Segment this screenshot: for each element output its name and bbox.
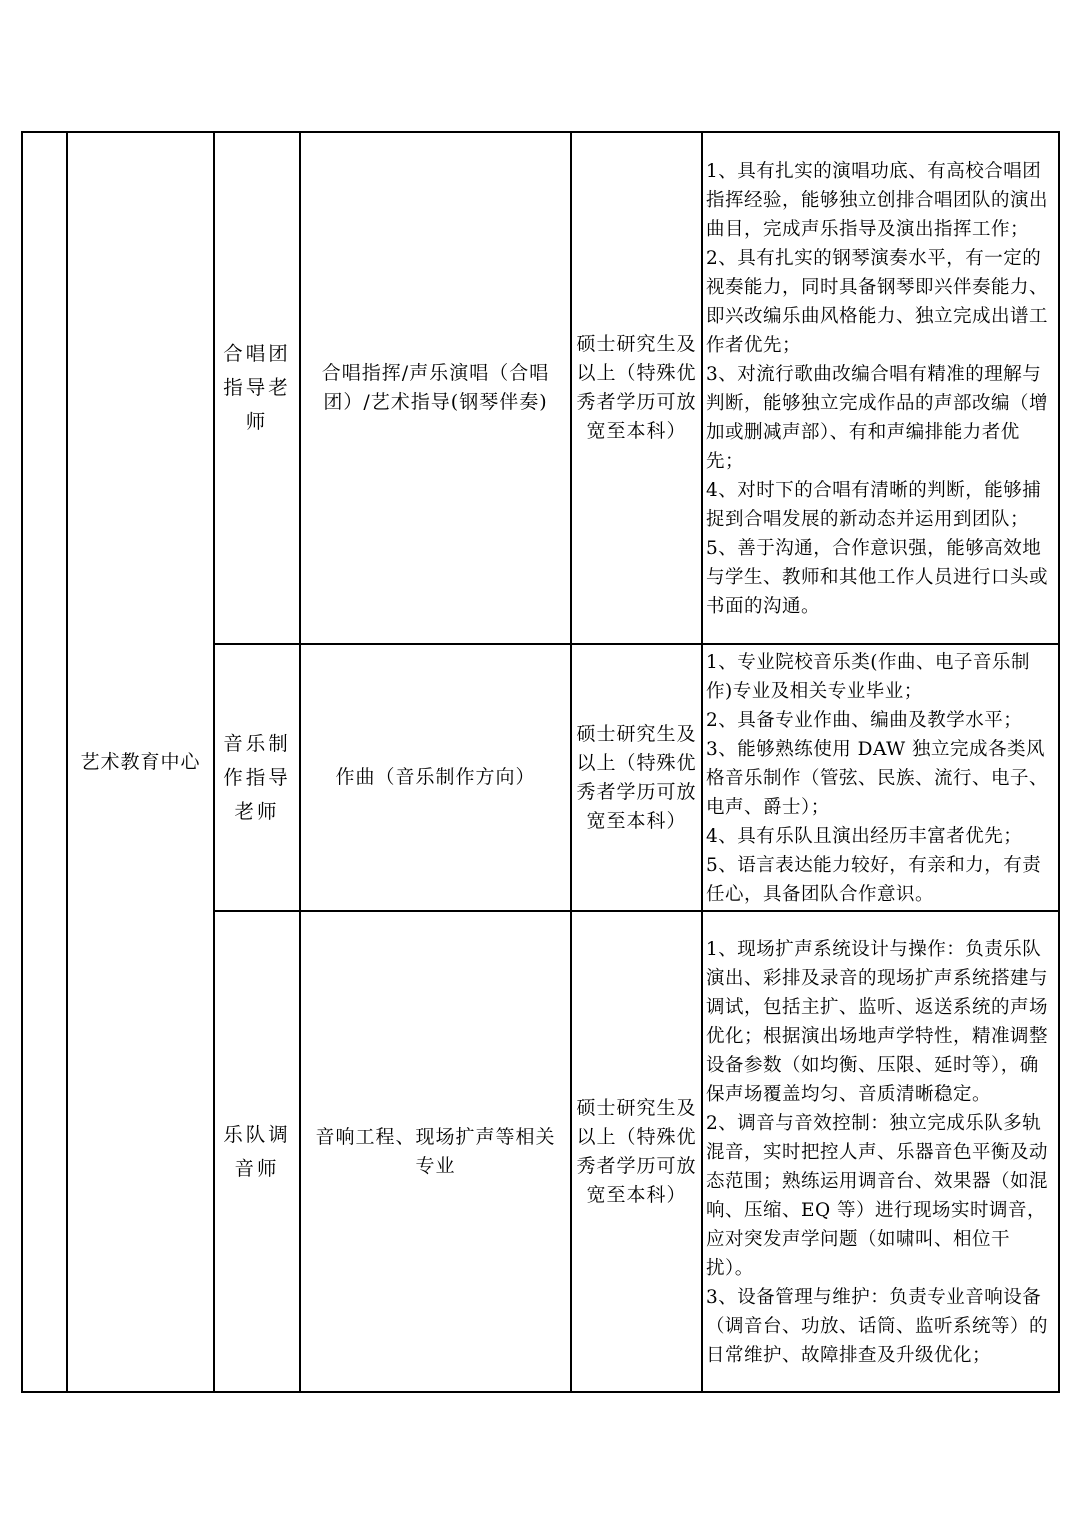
major-text: 作曲（音乐制作方向） (335, 766, 536, 788)
major-text: 合唱指挥/声乐演唱（合唱团）/艺术指导(钢琴伴奏) (321, 362, 550, 413)
position-cell (214, 132, 300, 644)
position-cell (214, 644, 300, 911)
education-cell (571, 644, 702, 911)
major-cell (300, 132, 571, 644)
requirement-item: 4、对时下的合唱有清晰的判断，能够捕捉到合唱发展的新动态并运用到团队； (706, 480, 1042, 530)
major-text: 音响工程、现场扩声等相关专业 (315, 1125, 556, 1177)
position-cell (214, 911, 300, 1392)
requirement-item: 4、具有乐队且演出经历丰富者优先； (706, 826, 1023, 847)
requirement-item: 5、语言表达能力较好，有亲和力，有责任心，具备团队合作意识。 (706, 855, 1042, 905)
requirement-item: 1、专业院校音乐类(作曲、电子音乐制作)专业及相关专业毕业； (706, 652, 1030, 702)
table-row (22, 132, 1059, 644)
education-text: 硕士研究生及以上（特殊优秀者学历可放宽至本科） (576, 1096, 697, 1206)
department-name: 艺术教育中心 (80, 750, 201, 773)
major-cell (300, 644, 571, 911)
education-text: 硕士研究生及以上（特殊优秀者学历可放宽至本科） (576, 722, 697, 832)
position-name: 音乐制作指导老师 (223, 731, 291, 823)
requirement-item: 5、善于沟通，合作意识强，能够高效地与学生、教师和其他工作人员进行口头或书面的沟通。 (706, 538, 1049, 617)
department-cell (67, 132, 214, 1392)
requirement-item: 1、具有扎实的演唱功底、有高校合唱团指挥经验，能够独立创排合唱团队的演出曲目，完成声乐指导及演出指挥工作； (706, 161, 1049, 240)
education-cell (571, 911, 702, 1392)
position-name: 乐队调音师 (223, 1122, 291, 1180)
requirements-cell (702, 911, 1059, 1392)
education-text: 硕士研究生及以上（特殊优秀者学历可放宽至本科） (576, 333, 697, 442)
education-cell (571, 132, 702, 644)
requirement-item: 2、调音与音效控制：独立完成乐队多轨混音，实时把控人声、乐器音色平衡及动态范围；熟练运用调音台、效果器（如混响、压缩、EQ 等）进行现场实时调音，应对突发声学问题（如啸叫、相位干扰）。 (706, 1113, 1049, 1279)
requirement-item: 3、设备管理与维护：负责专业音响设备（调音台、功放、话筒、监听系统等）的日常维护、故障排查及升级优化； (706, 1287, 1049, 1366)
requirement-item: 2、具备专业作曲、编曲及教学水平； (706, 710, 1023, 731)
requirement-item: 3、能够熟练使用 DAW 独立完成各类风格音乐制作（管弦、民族、流行、电子、电声、爵士）； (706, 739, 1049, 818)
requirements-cell (702, 132, 1059, 644)
requirement-item: 1、现场扩声系统设计与操作：负责乐队演出、彩排及录音的现场扩声系统搭建与调试，包括主扩、监听、返送系统的声场优化；根据演出场地声学特性，精准调整设备参数（如均衡、压限、延时等），确保声场覆盖均匀、音质清晰稳定。 (706, 939, 1049, 1105)
requirement-item: 3、对流行歌曲改编合唱有精准的理解与判断，能够独立完成作品的声部改编（增加或删减声部）、有和声编排能力者优先； (706, 364, 1049, 472)
index-cell (22, 132, 67, 1392)
requirement-item: 2、具有扎实的钢琴演奏水平，有一定的视奏能力，同时具备钢琴即兴伴奏能力、即兴改编乐曲风格能力、独立完成出谱工作者优先； (706, 248, 1049, 356)
recruitment-table (21, 131, 1060, 1393)
position-name: 合唱团指导老师 (223, 342, 291, 433)
major-cell (300, 911, 571, 1392)
requirements-cell (702, 644, 1059, 911)
